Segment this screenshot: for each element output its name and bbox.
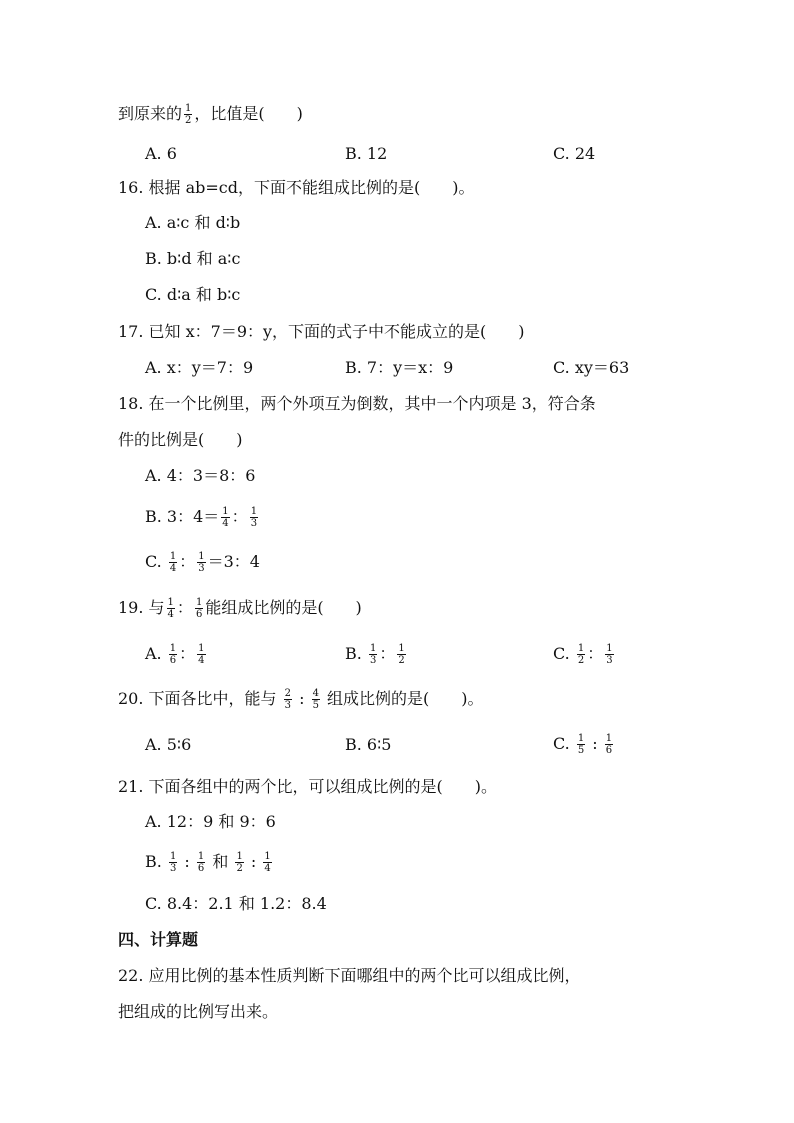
fraction: $\frac{1}{4}$	[222, 506, 229, 529]
q20-option-a: A. 5∶6	[145, 735, 192, 754]
fraction: $\frac{1}{2}$	[577, 643, 585, 666]
fraction: $\frac{1}{5}$	[577, 733, 585, 756]
fraction: $\frac{1}{4}$	[169, 551, 177, 574]
fraction: $\frac{1}{4}$	[167, 597, 174, 620]
q21-option-b: B. $\frac{1}{3}$ : $\frac{1}{6}$ 和 $\frac{1}{2}$ : $\frac{1}{4}$	[145, 851, 271, 874]
q18-option-a: A. 4：3＝8：6	[145, 466, 256, 485]
q19-option-b: B. $\frac{1}{3}$ ： $\frac{1}{2}$	[345, 643, 405, 666]
fraction: $\frac{1}{4}$	[264, 851, 271, 874]
q16-option-a: A. a∶c 和 d∶b	[145, 213, 241, 232]
section-title: 四、计算题	[118, 930, 199, 949]
q19-option-c: C. $\frac{1}{2}$ ： $\frac{1}{3}$	[553, 643, 613, 666]
q21-stem: 21. 下面各组中的两个比，可以组成比例的是( )。	[118, 777, 498, 796]
q16-option-b: B. b∶d 和 a∶c	[145, 249, 241, 268]
q17-option-a: A. x：y＝7：9	[145, 358, 254, 377]
q16-option-c: C. d∶a 和 b∶c	[145, 285, 241, 304]
q20-option-b: B. 6∶5	[345, 735, 392, 754]
fraction: $\frac{1}{3}$	[369, 643, 377, 666]
fraction: $\frac{1}{6}$	[605, 733, 613, 756]
q20-option-c: C. $\frac{1}{5}$ : $\frac{1}{6}$	[553, 733, 613, 756]
fraction: $\frac{4}{5}$	[312, 688, 319, 711]
fraction: $\frac{1}{3}$	[606, 643, 613, 666]
fraction: $\frac{1}{6}$	[197, 851, 205, 874]
q18-stem-line2: 件的比例是( )	[118, 430, 243, 449]
q19-option-a: A. $\frac{1}{6}$ ： $\frac{1}{4}$	[145, 643, 205, 666]
q17-option-c: C. xy＝63	[553, 358, 630, 377]
q21-option-c: C. 8.4：2.1 和 1.2：8.4	[145, 894, 327, 913]
q15-option-c: C. 24	[553, 144, 596, 163]
fraction: $\frac{1}{4}$	[198, 643, 205, 666]
fraction: $\frac{1}{3}$	[198, 551, 205, 574]
fraction: $\frac{1}{2}$	[398, 643, 405, 666]
fraction: $\frac{1}{3}$	[250, 506, 258, 529]
q22-stem-line2: 把组成的比例写出来。	[118, 1002, 279, 1021]
q19-stem: 19. 与 $\frac{1}{4}$ ： $\frac{1}{6}$ 能组成比例的是( )	[118, 597, 362, 620]
fraction: $\frac{1}{6}$	[169, 643, 177, 666]
q15-option-b: B. 12	[345, 144, 388, 163]
q20-stem: 20. 下面各比中，能与 $\frac{2}{3}$ : $\frac{4}{5}$ 组成比例的是( )。	[118, 688, 484, 711]
q21-option-a: A. 12：9 和 9：6	[145, 812, 276, 831]
q18-stem-line1: 18. 在一个比例里，两个外项互为倒数，其中一个内项是 3，符合条	[118, 394, 596, 413]
fraction: $\frac{1}{3}$	[169, 851, 177, 874]
q17-stem: 17. 已知 x：7＝9：y，下面的式子中不能成立的是( )	[118, 322, 525, 341]
q15-stem-continuation: 到原来的 $\frac{1}{2}$ ，比值是( )	[118, 103, 303, 126]
q18-option-b: B. 3：4＝ $\frac{1}{4}$ ： $\frac{1}{3}$	[145, 506, 258, 529]
q15-option-a: A. 6	[145, 144, 177, 163]
q22-stem-line1: 22. 应用比例的基本性质判断下面哪组中的两个比可以组成比例，	[118, 966, 581, 985]
fraction: $\frac{1}{6}$	[195, 597, 203, 620]
fraction: $\frac{1}{2}$	[236, 851, 243, 874]
q16-stem: 16. 根据 ab=cd，下面不能组成比例的是( )。	[118, 178, 475, 197]
q17-option-b: B. 7：y＝x：9	[345, 358, 454, 377]
fraction: $\frac{2}{3}$	[284, 688, 291, 711]
q18-option-c: C. $\frac{1}{4}$ ： $\frac{1}{3}$ ＝3：4	[145, 551, 260, 574]
fraction: $\frac{1}{2}$	[185, 103, 192, 126]
